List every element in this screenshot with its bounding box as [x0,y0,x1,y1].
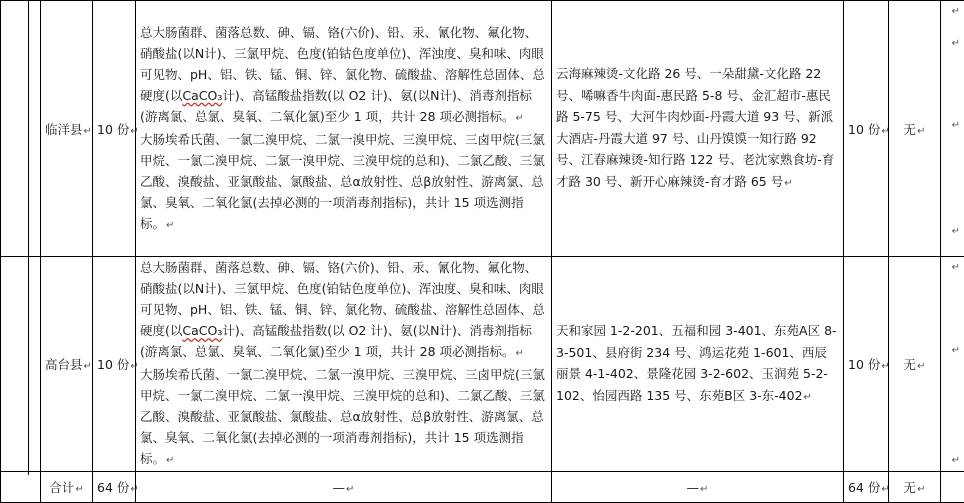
paragraph-mark: ↵ [952,38,960,49]
paragraph-mark: ↵ [700,484,708,495]
sample-count: 10 份 [97,122,129,137]
table-row [1,257,964,472]
total-remark-cell [889,472,941,503]
paragraph-mark: ↵ [166,220,174,231]
total-count-cell [93,472,136,503]
sampling-sites-text: 天和家园 1-2-201、五福和园 3-401、东苑A区 8-3-501、县府街 234 号、鸿运花苑 1-601、西辰丽景 4-1-402、景隆花园 3-2-602、玉润苑 5-2-102、怡园西路 135 号、东苑B区 3-东-402 [556,323,837,403]
paragraph-mark: ↵ [346,484,354,495]
paragraph-mark: ↵ [952,262,960,273]
test-items-cell [136,1,552,257]
count2-cell [844,1,889,257]
mandatory-items-text: 总大肠菌群、菌落总数、砷、镉、铬(六价)、铅、汞、氰化物、氟化物、硝酸盐(以N计)、三氯甲烷、色度(铂钴色度单位)、浑浊度、臭和味、肉眼可见物、pH、铝、铁、锰、铜、锌、氯化物、硫酸盐、溶解性总固体、总硬度(以CaCO₃计)、高锰酸盐指数(以 O2 计)、氨(以N计)、消毒剂指标(游离氯、总氯、臭氧、二氧化氯)至少 1 项，共计 28 项必测指标。↵ [140,22,547,129]
spellcheck-underlined-word: CaCO₃ [182,323,222,338]
count-cell [93,1,136,257]
total-count2-cell [844,472,889,503]
total-label-cell [41,472,93,503]
total-count: 64 份 [97,480,129,495]
count-cell [93,257,136,472]
spellcheck-underlined-word: CaCO₃ [182,88,222,103]
right-margin-paragraph-marks [948,0,960,475]
remark-cell [889,1,941,257]
total-sites-dash: — [687,480,700,495]
paragraph-mark: ↵ [84,361,92,372]
county-name: 高台县 [45,357,83,372]
paragraph-mark: ↵ [130,126,138,137]
paragraph-mark: ↵ [84,126,92,137]
paragraph-mark: ↵ [516,348,524,359]
remark-cell [889,257,941,472]
left-margin-cell [1,257,41,472]
remark-text: 无 [904,357,917,372]
sampling-sites-text: 云海麻辣烫-文化路 26 号、一朵甜黛-文化路 22 号、唏嘛香牛肉面-惠民路 5-8 号、金汇超市-惠民路 5-75 号、大河牛肉炒面-丹霞大道 93 号、新派大酒店-丹霞大道 97 号、山丹馍馍一知行路 92 号、江春麻辣烫-知行路 122 号、老沈家熟食坊-育才路 30 号、新开心麻辣烫-育才路 65 号 [556,66,834,189]
sampling-sites-cell [552,257,844,472]
paragraph-mark: ↵ [166,455,174,466]
sample-count-2: 10 份 [848,122,880,137]
county-cell [41,257,93,472]
sample-count: 10 份 [97,357,129,372]
county-cell [41,1,93,257]
paragraph-mark: ↵ [952,455,960,466]
paragraph-mark: ↵ [917,361,925,372]
paragraph-mark: ↵ [881,126,889,137]
optional-items-text: 大肠埃希氏菌、一氯二溴甲烷、二氯一溴甲烷、三溴甲烷、三卤甲烷(三氯甲烷、一氯二溴甲烷、二氯一溴甲烷、三溴甲烷的总和)、二氯乙酸、三氯乙酸、溴酸盐、亚氯酸盐、氯酸盐、总α放射性、总β放射性、游离氯、总氯、臭氧、二氧化氯(去掉必测的一项消毒剂指标)，共计 15 项选测指标。↵ [140,129,547,236]
sampling-sites-cell [552,1,844,257]
paragraph-mark: ↵ [516,113,524,124]
mandatory-items-text: 总大肠菌群、菌落总数、砷、镉、铬(六价)、铅、汞、氰化物、氟化物、硝酸盐(以N计)、三氯甲烷、色度(铂钴色度单位)、浑浊度、臭和味、肉眼可见物、pH、铝、铁、锰、铜、锌、氯化物、硫酸盐、溶解性总固体、总硬度(以CaCO₃计)、高锰酸盐指数(以 O2 计)、氨(以N计)、消毒剂指标(游离氯、总氯、臭氧、二氧化氯)至少 1 项，共计 28 项必测指标。↵ [140,257,547,364]
test-items-cell [136,257,552,472]
paragraph-mark: ↵ [881,484,889,495]
total-sites-cell [552,472,844,503]
total-row [1,472,964,503]
left-margin-cell [1,1,41,257]
total-remark: 无 [904,480,917,495]
paragraph-mark: ↵ [130,361,138,372]
paragraph-mark: ↵ [75,484,83,495]
left-margin-cell [1,472,41,503]
total-label: 合计 [49,480,74,495]
trailing-cell [941,472,964,503]
paragraph-mark: ↵ [952,345,960,356]
table-row [1,1,964,257]
total-items-cell [136,472,552,503]
sample-count-2: 10 份 [848,357,880,372]
paragraph-mark: ↵ [784,178,792,189]
paragraph-mark: ↵ [952,226,960,237]
total-count-2: 64 份 [848,480,880,495]
paragraph-mark: ↵ [952,120,960,131]
paragraph-mark: ↵ [130,484,138,495]
paragraph-mark: ↵ [881,361,889,372]
count2-cell [844,257,889,472]
paragraph-mark: ↵ [917,126,925,137]
county-name: 临洋县 [45,122,83,137]
remark-text: 无 [904,122,917,137]
paragraph-mark: ↵ [917,484,925,495]
optional-items-text: 大肠埃希氏菌、一氯二溴甲烷、二氯一溴甲烷、三溴甲烷、三卤甲烷(三氯甲烷、一氯二溴甲烷、二氯一溴甲烷、三溴甲烷的总和)、二氯乙酸、三氯乙酸、溴酸盐、亚氯酸盐、氯酸盐、总α放射性、总β放射性、游离氯、总氯、臭氧、二氧化氯(去掉必测的一项消毒剂指标)，共计 15 项选测指标。↵ [140,364,547,471]
paragraph-mark: ↵ [952,6,960,17]
total-items-dash: — [333,480,346,495]
paragraph-mark: ↵ [804,392,812,403]
